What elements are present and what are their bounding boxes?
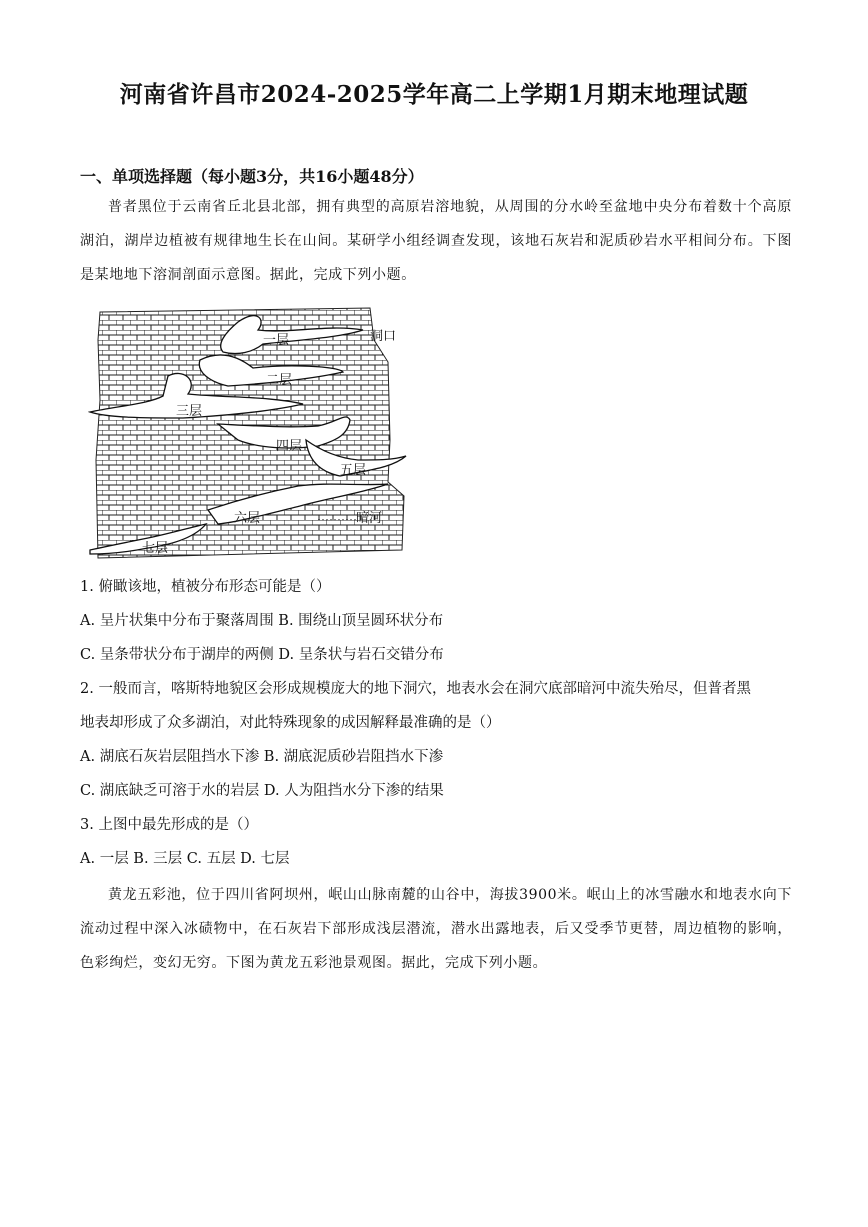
label-layer-3: 三层	[176, 404, 203, 419]
question-2-options-ab: A. 湖底石灰岩层阻挡水下渗 B. 湖底泥质砂岩阻挡水下渗	[80, 749, 444, 765]
section-heading: 一、单项选择题（每小题3分，共16小题48分）	[80, 167, 424, 186]
label-layer-1: 一层	[263, 333, 290, 348]
cave-cross-section-figure	[88, 300, 418, 562]
label-layer-2: 二层	[266, 373, 293, 388]
question-2-options-cd: C. 湖底缺乏可溶于水的岩层 D. 人为阻挡水分下渗的结果	[80, 783, 444, 799]
label-layer-6: 六层	[234, 511, 261, 526]
question-2-stem-line-2: 地表却形成了众多湖泊，对此特殊现象的成因解释最准确的是（）	[80, 715, 501, 731]
label-layer-7: 七层	[142, 541, 169, 556]
question-3-options: A. 一层 B. 三层 C. 五层 D. 七层	[80, 851, 290, 867]
cave-diagram	[88, 300, 418, 562]
question-3-stem: 3. 上图中最先形成的是（）	[80, 817, 258, 833]
passage-2: 黄龙五彩池，位于四川省阿坝州，岷山山脉南麓的山谷中，海拔3900米。岷山上的冰雪融水和地表水向下流动过程中深入冰碛物中，在石灰岩下部形成浅层潜流，潜水出露地表，后又受季节更替，周边植物的影响，色彩绚烂，变幻无穷。下图为黄龙五彩池景观图。据此，完成下列小题。	[80, 887, 792, 971]
label-layer-5: 五层	[340, 463, 367, 478]
page-title: 河南省许昌市2024-2025学年高二上学期1月期末地理试题	[119, 81, 749, 108]
question-1-options-ab: A. 呈片状集中分布于聚落周围 B. 围绕山顶呈圆环状分布	[80, 613, 444, 629]
question-1-options-cd: C. 呈条带状分布于湖岸的两侧 D. 呈条状与岩石交错分布	[80, 647, 444, 663]
label-entrance: 洞口	[370, 329, 397, 344]
question-1-stem: 1. 俯瞰该地，植被分布形态可能是（）	[80, 579, 331, 595]
label-underground-river: 暗河	[356, 511, 383, 526]
label-layer-4: 四层	[276, 439, 303, 454]
question-2-stem-line-1: 2. 一般而言，喀斯特地貌区会形成规模庞大的地下洞穴，地表水会在洞穴底部暗河中流失殆尽，但普者黑	[80, 681, 751, 697]
passage-1: 普者黑位于云南省丘北县北部，拥有典型的高原岩溶地貌，从周围的分水岭至盆地中央分布着数十个高原湖泊，湖岸边植被有规律地生长在山间。某研学小组经调查发现，该地石灰岩和泥质砂岩水平相间分布。下图是某地地下溶洞剖面示意图。据此，完成下列小题。	[80, 199, 792, 283]
